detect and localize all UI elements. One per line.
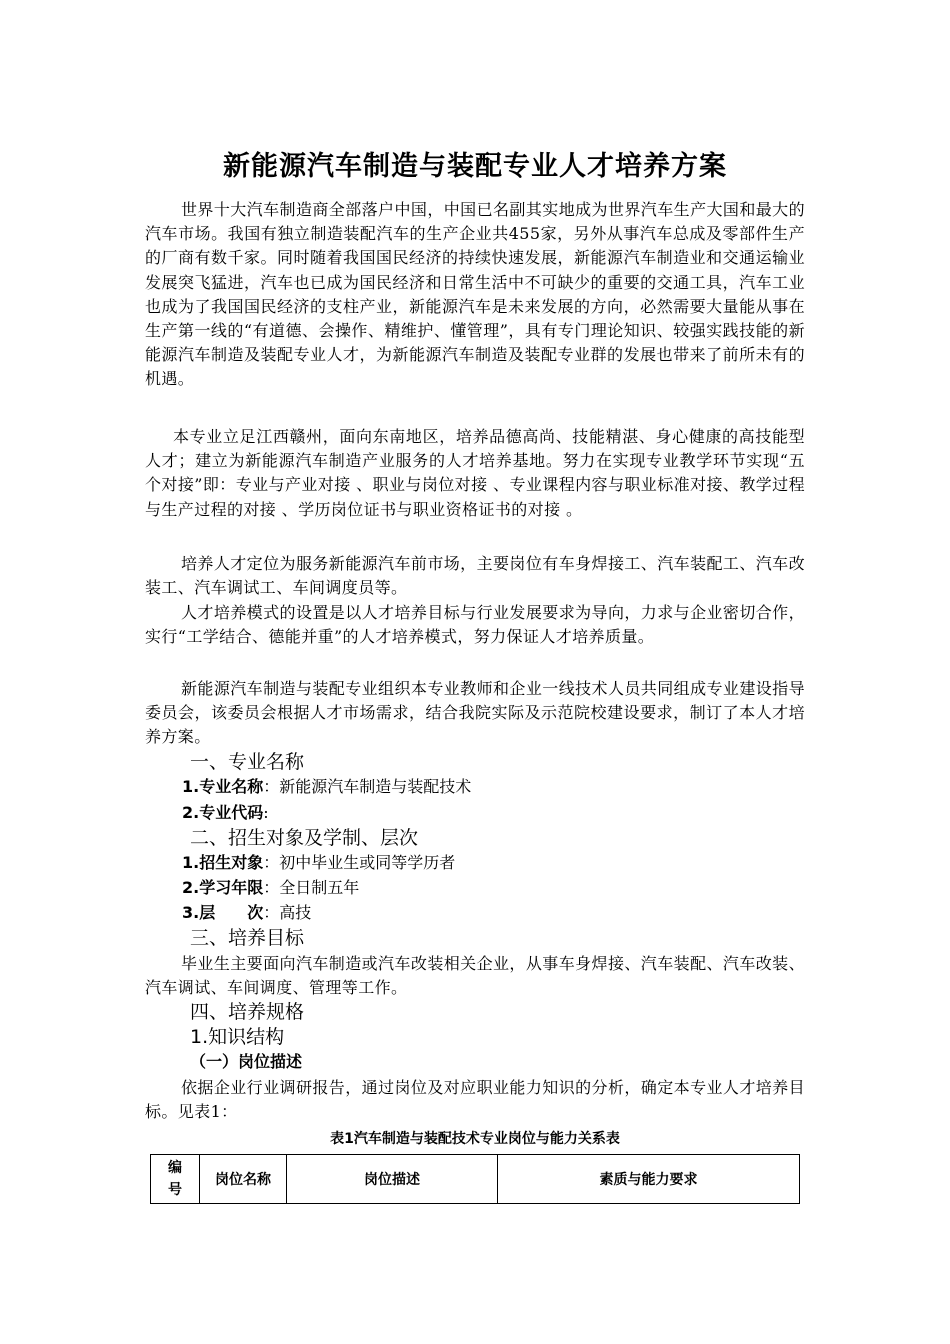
section-heading-major-name: 一、专业名称 [190,751,305,773]
intro-paragraph-1: 世界十大汽车制造商全部落户中国，中国已名副其实地成为世界汽车生产大国和最大的汽车市场。我国有独立制造装配汽车的生产企业共455家，另外从事汽车总成及零部件生产的厂商有数千家。同时随着我国国民经济的持续快速发展，新能源汽车制造业和交通运输业发展突飞猛进，汽车也已成为国民经济和日常生活中不可缺少的重要的交通工具，汽车工业也成为了我国国民经济的支柱产业，新能源汽车是未来发展的方向，必然需要大量能从事在生产第一线的“有道德、会操作、精维护、懂管理”，具有专门理论知识、较强实践技能的新能源汽车制造及装配专业人才，为新能源汽车制造及装配专业群的发展也带来了前所未有的机遇。 [145,200,805,389]
major-code-line [182,801,269,825]
major-code-value: : [263,803,269,822]
major-name-line [182,775,471,799]
level-line [182,901,311,925]
section-heading-enrollment: 二、招生对象及学制、层次 [190,827,419,849]
subheading-knowledge-structure: 1.知识结构 [190,1026,285,1048]
study-years-value: ：全日制五年 [263,878,360,897]
study-years-label: 2.学习年限 [182,878,264,897]
header-cell-number [151,1155,200,1204]
job-ability-table [150,1154,800,1204]
header-cell-job-name: 岗位名称 [200,1155,287,1204]
major-name-value: ：新能源汽车制造与装配技术 [263,777,472,796]
section-heading-goal: 三、培养目标 [190,927,305,949]
intro-paragraph-5: 新能源汽车制造与装配专业组织本专业教师和企业一线技术人员共同组成专业建设指导委员会，该委员会根据人才市场需求，结合我院实际及示范院校建设要求，制订了本人才培养方案。 [145,679,805,747]
goal-paragraph: 毕业生主要面向汽车制造或汽车改装相关企业，从事车身焊接、汽车装配、汽车改装、汽车调试、车间调度、管理等工作。 [145,954,805,998]
spec-paragraph: 依据企业行业调研报告，通过岗位及对应职业能力知识的分析，确定本专业人才培养目标。见表1： [145,1078,805,1122]
intro-paragraph-3: 培养人才定位为服务新能源汽车前市场，主要岗位有车身焊接工、汽车装配工、汽车改装工、汽车调试工、车间调度员等。 [145,554,805,598]
enrollment-target-value: ：初中毕业生或同等学历者 [263,853,456,872]
enrollment-target-label: 1.招生对象 [182,853,264,872]
level-label: 3.层 次 [182,903,264,922]
intro-paragraph-2: 本专业立足江西赣州，面向东南地区，培养品德高尚、技能精湛、身心健康的高技能型人才；建立为新能源汽车制造产业服务的人才培养基地。努力在实现专业教学环节实现“五个对接”即：专业与产业对接 、职业与岗位对接 、专业课程内容与职业标准对接、教学过程与生产过程的对接 、学历岗位证书与职业资格证书的对接 。 [145,427,805,519]
page-title: 新能源汽车制造与装配专业人才培养方案 [223,151,727,182]
major-name-label: 1.专业名称 [182,777,264,796]
header-number-text: 编号 [168,1160,182,1198]
intro-paragraph-4: 人才培养模式的设置是以人才培养目标与行业发展要求为导向，力求与企业密切合作，实行“工学结合、德能并重”的人才培养模式，努力保证人才培养质量。 [145,603,805,647]
major-code-label: 2.专业代码 [182,803,264,822]
study-years-line [182,876,359,900]
subheading-job-description: （一）岗位描述 [190,1052,303,1071]
table-caption: 表1汽车制造与装配技术专业岗位与能力关系表 [330,1131,620,1147]
enrollment-target-line [182,851,455,875]
level-value: ：高技 [263,903,312,922]
header-cell-ability-requirements: 素质与能力要求 [498,1155,800,1204]
header-cell-job-description: 岗位描述 [287,1155,498,1204]
table-header-row [151,1155,800,1204]
section-heading-spec: 四、培养规格 [190,1001,305,1023]
